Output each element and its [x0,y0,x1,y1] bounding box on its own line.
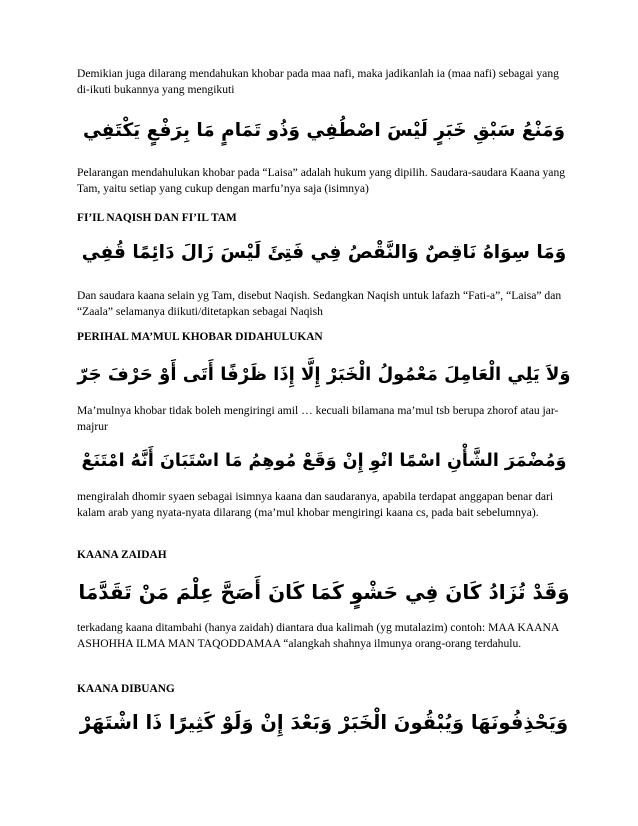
paragraph-naqish: Dan saudara kaana selain yg Tam, disebut Naqish. Sedangkan Naqish untuk lafazh “Fati-a”, “Laisa” dan “Zaala” selamanya diikuti/ditetapkan sebagai Naqish [77,289,562,318]
arabic-verse-2: وَمَا سِوَاهُ نَاقِصٌ وَالنَّقْصُ فِي فَتِئَ لَيْسَ زَالَ دَائِمًا قُفِي [81,242,567,263]
paragraph-mamul: Ma’mulnya khobar tidak boleh mengiringi amil … kecuali bilamana ma’mul tsb berupa zhorof atau jar-majrur [77,404,559,433]
arabic-verse-1: وَمَنْعُ سَبْقِ خَبَرٍ لَيْسَ اصْطُفِي وَذُو تَمَامٍ مَا بِرَفْعٍ يَكْتَفِي [82,120,566,141]
arabic-verse-6: وَيَحْذِفُونَهَا وَيُبْقُونَ الْخَبَرْ وَبَعْدَ إِنْ وَلَوْ كَثِيرًا ذَا اشْتَهَرْ [79,711,569,734]
heading-mamul-khobar: PERIHAL MA’MUL KHOBAR DIDAHULUKAN [77,331,323,343]
paragraph-laisa: Pelarangan mendahulukan khobar pada “Laisa” adalah hukum yang dipilih. Saudara-saudara Kaana yang Tam, yaitu setiap yang cukup dengan marfu’nya saja (isimnya) [77,166,566,195]
heading-kaana-dibuang: KAANA DIBUANG [77,683,175,695]
paragraph-dhomir-syaen: mengiralah dhomir syaen sebagai isimnya kaana dan saudaranya, apabila terdapat anggapan benar dari kalam arab yang nyata-nyata dilarang (ma’mul khobar mengiringi kaana cs, pada bait sebelumnya). [77,490,554,519]
arabic-verse-5: وَقَدْ تُزَادُ كَانَ فِي حَشْوٍ كَمَا كَانَ أَصَحَّ عِلْمَ مَنْ تَقَدَّمَا [78,580,570,604]
paragraph-intro: Demikian juga dilarang mendahukan khobar pada maa nafi, maka jadikanlah ia (maa nafi) sebagai yang di-ikuti bukannya yang mengikuti [77,67,559,96]
heading-fiil-naqish-tam: FI’IL NAQISH DAN FI’IL TAM [77,212,237,224]
arabic-verse-3: وَلاَ يَلِي الْعَامِلَ مَعْمُولُ الْخَبَرْ إِلَّا إِذَا ظَرْفًا أَتَى أَوْ حَرْفَ جَرّ [77,364,571,385]
heading-kaana-zaidah: KAANA ZAIDAH [77,549,167,561]
paragraph-kaana-zaidah: terkadang kaana ditambahi (hanya zaidah) diantara dua kalimah (yg mutalazim) contoh: MAA KAANA ASHOHHA ILMA MAN TAQODDAMAA “alangkah shahnya ilmunya orang-orang terdahulu. [77,621,559,650]
arabic-verse-4: وَمُضْمَرَ الشَّأْنِ اسْمًا انْوِ إِنْ وَقَعْ مُوهِمُ مَا اسْتَبَانَ أَنَّهُ امْتَنَعْ [81,451,567,471]
